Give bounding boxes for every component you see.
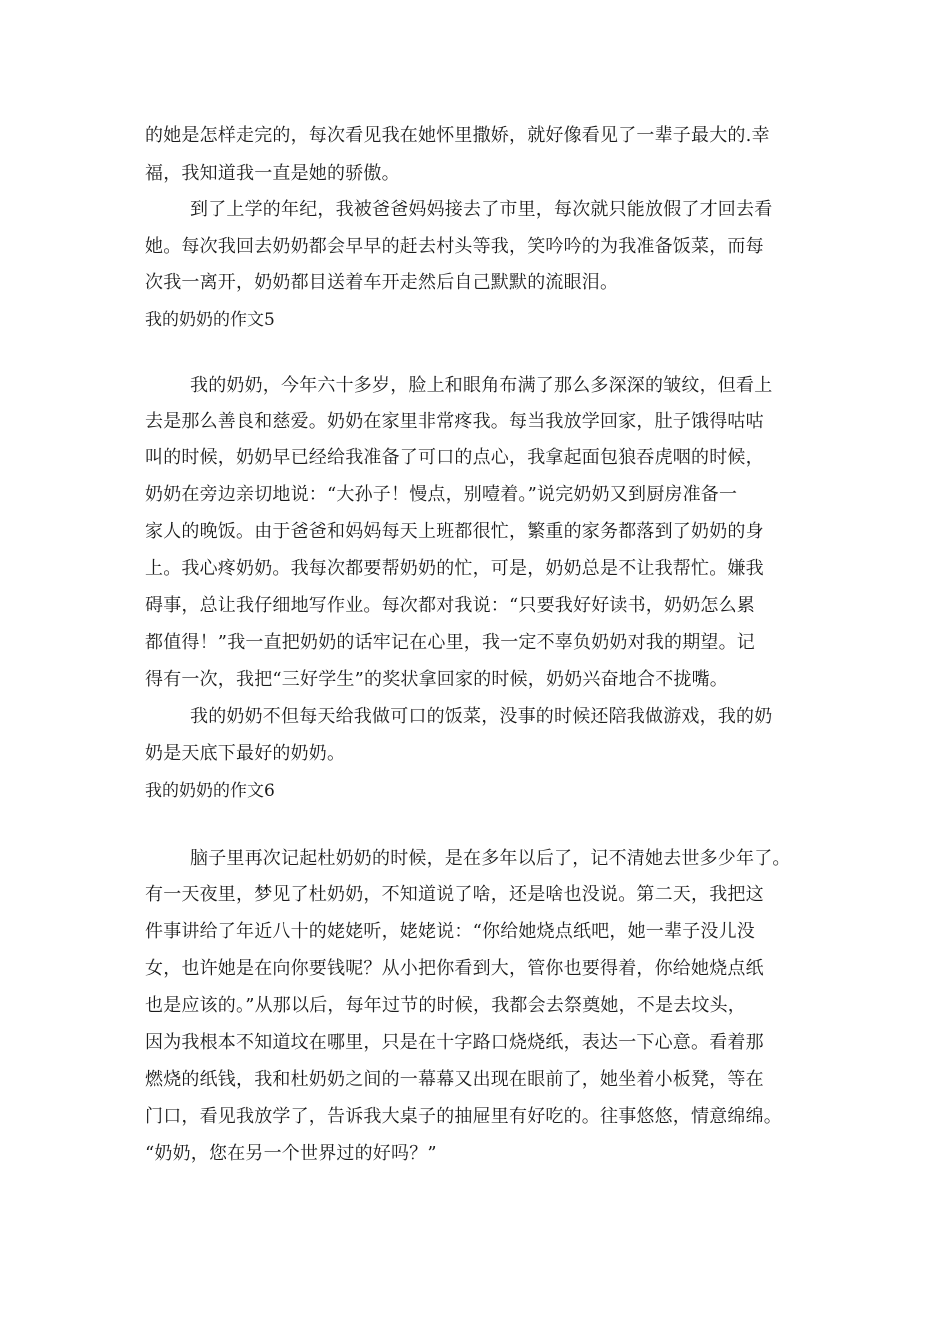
paragraph-line: 都值得！”我一直把奶奶的话牢记在心里，我一定不辜负奶奶对我的期望。记	[145, 632, 755, 653]
paragraph-line: 有一天夜里，梦见了杜奶奶，不知道说了啥，还是啥也没说。第二天，我把这	[145, 884, 764, 905]
paragraph-line: 的她是怎样走完的，每次看见我在她怀里撒娇，就好像看见了一辈子最大的.幸	[145, 125, 770, 146]
section-heading: 我的奶奶的作文6	[145, 781, 275, 801]
paragraph-line: 得有一次，我把“三好学生”的奖状拿回家的时候，奶奶兴奋地合不拢嘴。	[145, 669, 729, 690]
paragraph-line: “奶奶，您在另一个世界过的好吗？”	[145, 1143, 437, 1164]
paragraph-line: 次我一离开，奶奶都目送着车开走然后自己默默的流眼泪。	[145, 272, 619, 293]
paragraph-line: 女，也许她是在向你要钱呢？从小把你看到大，管你也要得着，你给她烧点纸	[145, 958, 764, 979]
paragraph-line: 碍事，总让我仔细地写作业。每次都对我说：“只要我好好读书，奶奶怎么累	[145, 595, 755, 616]
paragraph-line: 因为我根本不知道坟在哪里，只是在十字路口烧烧纸，表达一下心意。看着那	[145, 1032, 764, 1053]
paragraph-line: 我的奶奶不但每天给我做可口的饭菜，没事的时候还陪我做游戏，我的奶	[190, 706, 773, 727]
paragraph-line: 家人的晚饭。由于爸爸和妈妈每天上班都很忙，繁重的家务都落到了奶奶的身	[145, 521, 764, 542]
paragraph-line: 门口，看见我放学了，告诉我大桌子的抽屉里有好吃的。往事悠悠，情意绵绵。	[145, 1106, 782, 1127]
paragraph-line: 叫的时候，奶奶早已经给我准备了可口的点心，我拿起面包狼吞虎咽的时候，	[145, 447, 764, 468]
paragraph-line: 福，我知道我一直是她的骄傲。	[145, 163, 400, 184]
paragraph-line: 我的奶奶，今年六十多岁，脸上和眼角布满了那么多深深的皱纹，但看上	[190, 375, 773, 396]
section-heading: 我的奶奶的作文5	[145, 310, 275, 330]
paragraph-line: 也是应该的。”从那以后，每年过节的时候，我都会去祭奠她，不是去坟头，	[145, 995, 746, 1016]
paragraph-line: 到了上学的年纪，我被爸爸妈妈接去了市里，每次就只能放假了才回去看	[190, 199, 773, 220]
paragraph-line: 上。我心疼奶奶。我每次都要帮奶奶的忙，可是，奶奶总是不让我帮忙。嫌我	[145, 558, 764, 579]
paragraph-line: 奶奶在旁边亲切地说：“大孙子！慢点，别噎着。”说完奶奶又到厨房准备一	[145, 484, 738, 505]
paragraph-line: 去是那么善良和慈爱。奶奶在家里非常疼我。每当我放学回家，肚子饿得咕咕	[145, 411, 764, 432]
paragraph-line: 件事讲给了年近八十的姥姥听，姥姥说：“你给她烧点纸吧，她一辈子没儿没	[145, 921, 755, 942]
paragraph-line: 脑子里再次记起杜奶奶的时候，是在多年以后了，记不清她去世多少年了。	[190, 848, 791, 869]
paragraph-line: 燃烧的纸钱，我和杜奶奶之间的一幕幕又出现在眼前了，她坐着小板凳，等在	[145, 1069, 764, 1090]
paragraph-line: 她。每次我回去奶奶都会早早的赶去村头等我，笑吟吟的为我准备饭菜，而每	[145, 236, 764, 257]
paragraph-line: 奶是天底下最好的奶奶。	[145, 743, 346, 764]
